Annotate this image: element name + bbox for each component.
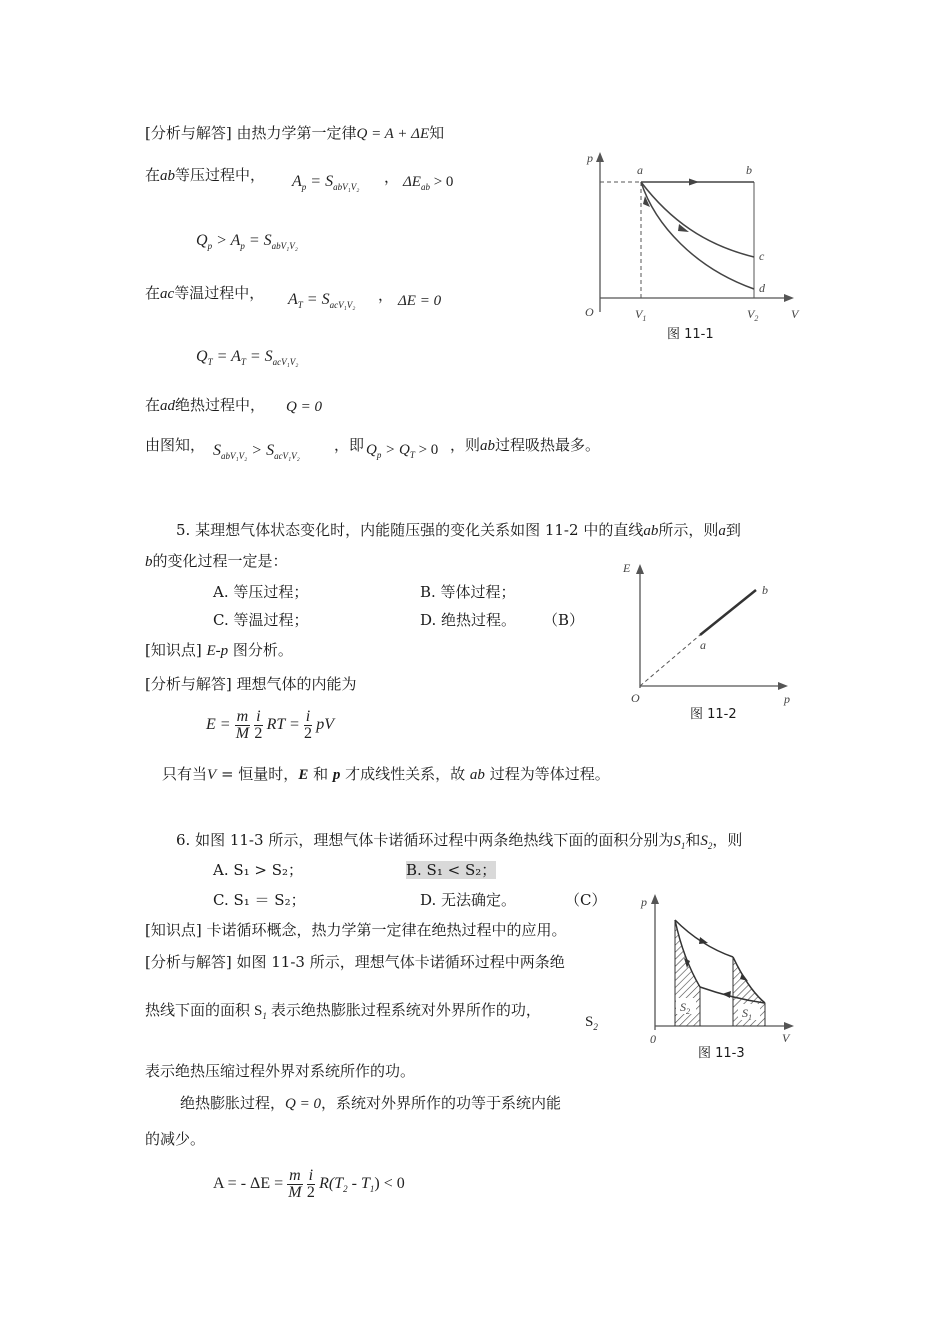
q5-answer: （B） — [543, 611, 585, 629]
label-V1: $V_1$ — [635, 307, 647, 323]
adiabatic-heat-equation: Q = 0 — [286, 399, 322, 415]
q5-option-d: D. 绝热过程。 — [420, 611, 517, 629]
arrow-bottom — [722, 991, 731, 998]
analysis-line-1: [分析与解答] 由热力学第一定律Q = A + ΔE知 — [145, 124, 445, 142]
figure-11-1 — [575, 150, 805, 350]
conclusion-prefix: 由图知， — [145, 436, 206, 454]
q6-analysis-line-1: [分析与解答] 如图 11-3 所示，理想气体卡诺循环过程中两条绝 — [145, 953, 565, 971]
p-axis-arrow — [778, 682, 788, 690]
label-p: p — [784, 692, 790, 706]
q6-s2-symbol: $S_2$ — [585, 1014, 598, 1032]
q6-option-b: B. S₁ < S₂； — [406, 861, 497, 879]
q5-stem-line-1: 5. 某理想气体状态变化时，内能随压强的变化关系如图 11-2 中的直线ab所示，则a到 — [176, 521, 741, 539]
label-S2: $S_2$ — [680, 1000, 690, 1016]
label-O: O — [631, 691, 640, 705]
label-O: O — [585, 305, 594, 319]
figure-11-2 — [620, 560, 800, 710]
q6-stem: 6. 如图 11-3 所示，理想气体卡诺循环过程中两条绝热线下面的面积分别为$S_1$和$S_2$，则 — [176, 831, 743, 851]
v-axis-arrow — [784, 1022, 794, 1030]
label-c: c — [759, 249, 765, 263]
label-b: b — [762, 583, 768, 597]
isobaric-energy-equation: $\Delta E_{ab} > 0$ — [403, 174, 454, 192]
heat-comparison-equation: $Q_p > Q_T > 0$ — [366, 442, 439, 460]
q6-analysis-line-3: 表示绝热压缩过程外界对系统所作的功。 — [145, 1062, 416, 1080]
path-ad — [641, 182, 754, 289]
arrow-ab — [689, 179, 699, 186]
isothermal-heat-equation: $Q_T = A_T = S_{acV_1V_2}$ — [196, 348, 299, 367]
q5-knowledge-point: [知识点] E-p 图分析。 — [145, 641, 293, 659]
label-p: p — [587, 151, 593, 165]
isothermal-line-label: 在ac等温过程中， — [145, 284, 265, 302]
label-b: b — [746, 163, 752, 177]
line-ab — [700, 590, 756, 635]
q6-option-a: A. S₁ > S₂； — [213, 861, 304, 879]
q6-option-c: C. S₁ ＝ S₂； — [213, 891, 306, 909]
q5-conclusion: 只有当V = 恒量时，E 和 p 才成线性关系，故 ab 过程为等体过程。 — [162, 765, 610, 783]
v-axis-arrow — [784, 294, 794, 302]
isobaric-heat-equation: $Q_p > A_p = S_{abV_1V_2}$ — [196, 232, 298, 251]
q5-option-a: A. 等压过程； — [213, 583, 309, 601]
label-E: E — [623, 561, 631, 575]
comma: ， — [384, 168, 400, 186]
q6-analysis-line-5: 的减少。 — [145, 1130, 206, 1148]
area-comparison-equation: $S_{abV_1V_2} > S_{acV_1V_2}$ — [213, 442, 300, 461]
figure-11-2-caption: 图 11-2 — [690, 707, 737, 722]
q6-analysis-line-2: 热线下面的面积 $S_1$ 表示绝热膨胀过程系统对外界所作的功， — [145, 1001, 541, 1021]
q5-option-b: B. 等体过程； — [420, 583, 516, 601]
q5-analysis: [分析与解答] 理想气体的内能为 — [145, 675, 357, 693]
label-V: V — [791, 307, 799, 321]
q5-option-c: C. 等温过程； — [213, 611, 309, 629]
comma: ， — [378, 286, 394, 304]
q5-stem-line-2: b的变化过程一定是： — [145, 552, 288, 570]
figure-11-1-caption: 图 11-1 — [667, 327, 714, 342]
isobaric-work-equation: $A_p = S_{abV_1V_2}$ — [292, 173, 360, 192]
q6-knowledge-point: [知识点] 卡诺循环概念，热力学第一定律在绝热过程中的应用。 — [145, 921, 567, 939]
conclusion-ie: ，即 — [334, 436, 365, 454]
p-axis-arrow — [651, 894, 659, 904]
dashed-extension — [640, 635, 700, 686]
e-axis-arrow — [636, 564, 644, 574]
label-d: d — [759, 281, 765, 295]
label-V: V — [782, 1031, 790, 1045]
label-V2: $V_2$ — [747, 307, 759, 323]
figure-11-3 — [638, 890, 803, 1050]
isothermal-work-equation: $A_T = S_{acV_1V_2}$ — [288, 291, 356, 310]
internal-energy-equation: E = $\frac{m}{M}$ $\frac{i}{2}$ RT = $\frac{i}{2}$ pV — [206, 708, 335, 742]
q6-analysis-line-4: 绝热膨胀过程，Q = 0，系统对外界所作的功等于系统内能 — [180, 1094, 561, 1112]
isobaric-line-label: 在ab等压过程中， — [145, 166, 266, 184]
label-S1: $S_1$ — [742, 1006, 752, 1022]
work-energy-equation: A = - ΔE = $\frac{m}{M}$ $\frac{i}{2}$ $R(T_2 - T_1) < 0$ — [213, 1167, 405, 1201]
adiabatic-line-label: 在ad绝热过程中， — [145, 396, 266, 414]
label-O: 0 — [650, 1032, 656, 1046]
q6-option-d: D. 无法确定。 — [420, 891, 517, 909]
path-ac — [641, 182, 754, 257]
first-law-equation: Q = A + ΔE — [356, 126, 430, 142]
p-axis-arrow — [596, 152, 604, 162]
figure-11-3-caption: 图 11-3 — [698, 1046, 745, 1061]
label-a: a — [637, 163, 643, 177]
label-p: p — [641, 895, 647, 909]
isothermal-energy-equation: ΔE = 0 — [398, 293, 442, 309]
q6-answer: （C） — [565, 891, 607, 909]
conclusion-suffix: ，则ab过程吸热最多。 — [450, 436, 601, 454]
label-a: a — [700, 638, 706, 652]
arrow-top — [699, 937, 708, 944]
